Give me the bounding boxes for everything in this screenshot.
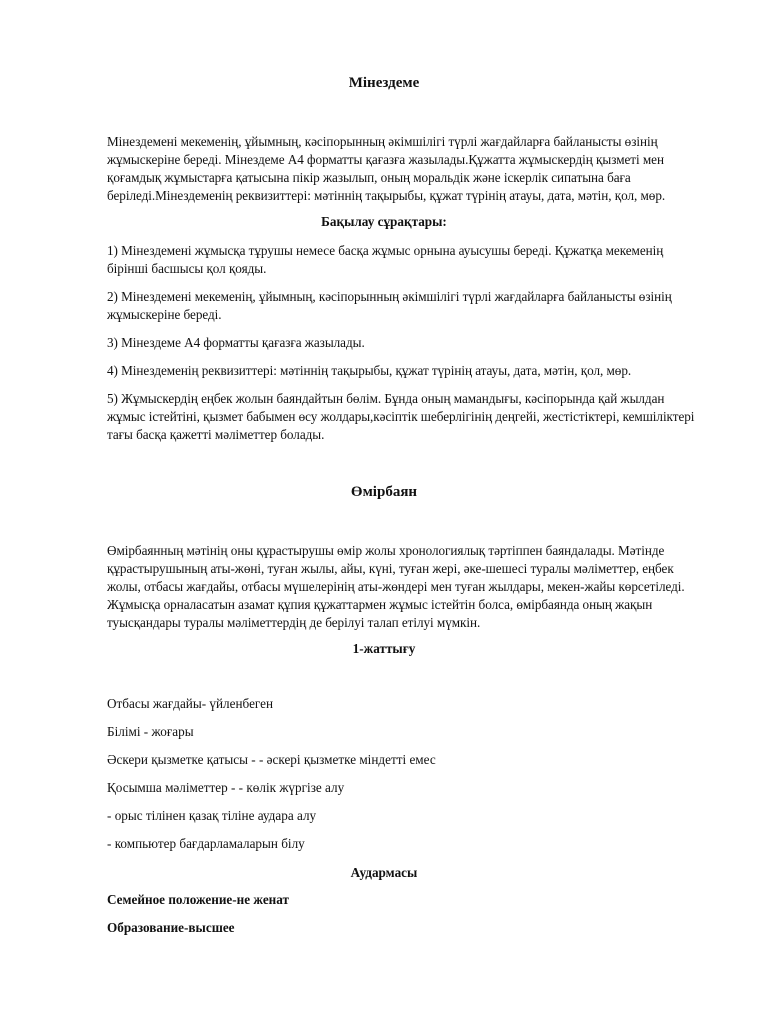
exercise-heading: 1-жаттығу [352, 641, 416, 656]
list-item-additional-info: Қосымша мәліметтер - - көлік жүргізе алу [107, 780, 345, 795]
question-2: 2) Мінездемені мекеменің, ұйымның, кәсіпорынның әкімшілігі түрлі жағдайларға байланысты өзінің жұмыскеріне береді. [107, 289, 672, 322]
section-title-minezdeme: Мінездеме [348, 75, 420, 91]
translation-item-education: Образование-высшее [107, 920, 235, 935]
list-item-computer-skill: - компьютер бағдарламаларын білу [107, 836, 305, 851]
minezdeme-intro-paragraph: Мінездемені мекеменің, ұйымның, кәсіпорынның әкімшілігі түрлі жағдайларға байланысты өзінің жұмыскеріне береді. Мінездеме А4 форматты қағазға жазылады.Құжатта жұмыскердің қызметі мен қоғамдық жұмыстарға қатысына пікір жазылып, оның моральдік және іскерлік сипатына баға беріледі.Мінездеменің реквизиттері: мәтіннің тақырыбы, құжат түрінің атауы, дата, мәтін, қол, мөр. [107, 134, 666, 203]
omirbayan-intro-paragraph: Өмірбаянның мәтінің оны құрастырушы өмір жолы хронологиялық тәртіппен баяндалады. Мәтінде құрастырушының аты-жөні, туған жылы, айы, күні, туған жері, әке-шешесі туралы мәліметтер, еңбек жолы, отбасы жағдайы, отбасы мүшелерінің аты-жөндері мен туған жылдары, мекен-жайы көрсетіледі. Жұмысқа орналасатын азамат құпия құжаттармен жұмыс істейтін болса, өмірбаянда оның жақын туысқандары туралы мәліметтердің де берілуі талап етілуі мүмкін. [107, 543, 685, 630]
question-4: 4) Мінездеменің реквизиттері: мәтіннің тақырыбы, құжат түрінің атауы, дата, мәтін, қол, мөр. [107, 363, 632, 378]
question-5: 5) Жұмыскердің еңбек жолын баяндайтын бөлім. Бұнда оның мамандығы, кәсіпорында қай жылдан жұмыс істейтіні, қызмет бабымен өсу жолдары,кәсіптік шеберлігінің деңгейі, жестістіктері, кемшіліктері тағы басқа қажетті мәліметтер болады. [107, 391, 695, 442]
list-item-military-service: Әскери қызметке қатысы - - әскері қызметке міндетті емес [107, 752, 436, 767]
question-3: 3) Мінездеме А4 форматты қағазға жазылады. [107, 335, 365, 350]
question-1: 1) Мінездемені жұмысқа тұрушы немесе басқа жұмыс орнына ауысушы береді. Құжатқа мекеменің бірінші басшысы қол қояды. [107, 243, 664, 276]
translation-item-family: Семейное положение-не женат [107, 892, 289, 907]
control-questions-heading: Бақылау сұрақтары: [321, 214, 447, 229]
list-item-family-status: Отбасы жағдайы- үйленбеген [107, 696, 274, 711]
list-item-education: Білімі - жоғары [107, 724, 194, 739]
section-title-omirbayan: Өмірбаян [350, 484, 418, 500]
translation-heading: Аудармасы [350, 865, 418, 880]
list-item-translation-skill: - орыс тілінен қазақ тіліне аудара алу [107, 808, 317, 823]
